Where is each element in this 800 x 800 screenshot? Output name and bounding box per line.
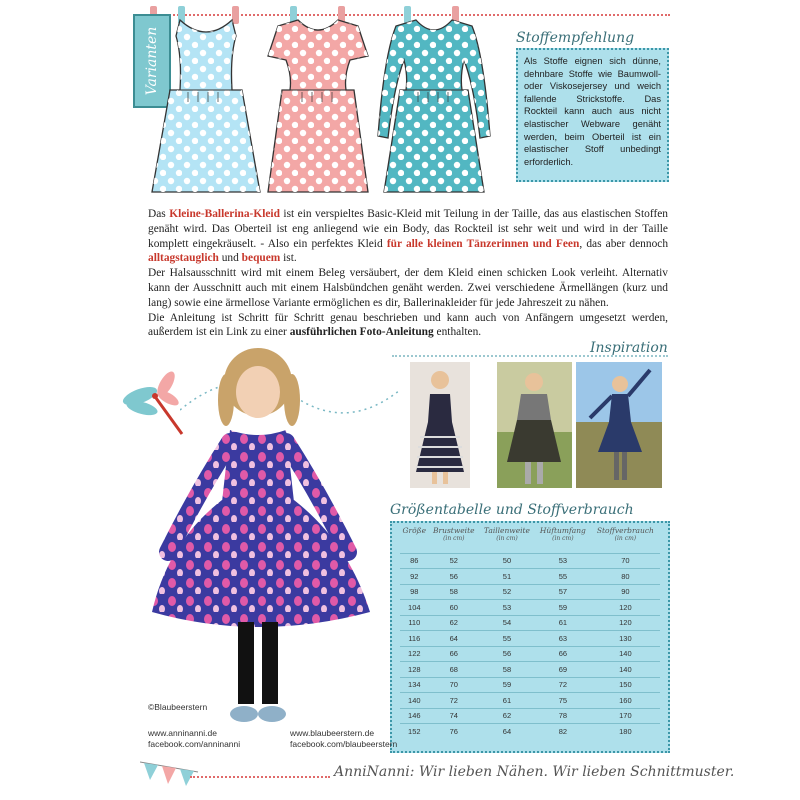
table-cell: 146 <box>400 708 429 724</box>
inspiration-photo-3 <box>576 362 662 488</box>
table-cell: 110 <box>400 615 429 631</box>
table-cell: 72 <box>429 693 479 709</box>
table-cell: 90 <box>591 584 660 600</box>
table-cell: 104 <box>400 600 429 616</box>
bold-text: ausführlichen Foto-Anleitung <box>289 326 434 339</box>
table-cell: 98 <box>400 584 429 600</box>
stoff-title: Stoffempfehlung <box>516 30 635 46</box>
left-credit <box>148 728 240 750</box>
table-cell: 55 <box>535 569 591 585</box>
dress-sleeveless-illustration <box>150 16 262 194</box>
table-cell: 59 <box>535 600 591 616</box>
text-span: Die Anleitung ist Schritt für Schritt genau beschrieben und kann auch von Anfängern umgesetzt werden, außerdem ist ein Link zu einer <box>148 311 668 339</box>
table-cell: 52 <box>429 553 479 569</box>
table-cell: 57 <box>535 584 591 600</box>
column-header <box>535 527 591 553</box>
table-row <box>400 708 660 724</box>
table-cell: 54 <box>479 615 535 631</box>
table-cell: 140 <box>591 662 660 678</box>
table-cell: 86 <box>400 553 429 569</box>
table-cell: 70 <box>429 677 479 693</box>
girl-photo <box>148 342 380 742</box>
footer-slogan: AnniNanni: Wir lieben Nähen. Wir lieben Schnittmuster. <box>334 764 735 780</box>
text-span: Das <box>148 208 170 220</box>
stoff-text: Als Stoffe eignen sich dünne, dehnbare Stoffe wie Baumwoll- oder Viskosejersey und weich fallende Strickstoffe. Das Rockteil kann auch aus nicht elastischer Webware genäht werden, beim Oberteil ist ein elastischer Stoff unbedingt erforderlich. <box>524 56 661 167</box>
table-cell: 72 <box>535 677 591 693</box>
product-name: Kleine-Ballerina-Kleid <box>169 208 280 220</box>
table-cell: 170 <box>591 708 660 724</box>
table-cell: 128 <box>400 662 429 678</box>
table-cell: 116 <box>400 631 429 647</box>
table-cell: 52 <box>479 584 535 600</box>
varianten-label: Varianten <box>144 26 160 96</box>
column-header-unit: (in cm) <box>614 535 637 542</box>
dress-short-sleeve-illustration <box>266 16 370 194</box>
column-header <box>400 527 429 553</box>
table-row <box>400 631 660 647</box>
description <box>148 207 668 340</box>
text-span: und <box>218 252 242 265</box>
table-cell: 61 <box>535 615 591 631</box>
blaubeerstern-web-link[interactable]: www.blaubeerstern.de <box>290 728 375 738</box>
column-header-unit: (in cm) <box>496 535 518 542</box>
table-cell: 76 <box>429 724 479 740</box>
column-header <box>591 527 660 553</box>
table-cell: 62 <box>429 615 479 631</box>
size-table-box <box>390 521 670 753</box>
table-row <box>400 662 660 678</box>
table-cell: 150 <box>591 677 660 693</box>
copyright-credit: ©Blaubeerstern <box>148 702 208 712</box>
table-cell: 59 <box>479 677 535 693</box>
highlight-text: bequem <box>241 252 281 265</box>
dress-long-sleeve-illustration <box>372 16 496 194</box>
table-row <box>400 677 660 693</box>
text-span: ist. <box>280 252 297 265</box>
table-row <box>400 584 660 600</box>
table-cell: 56 <box>429 569 479 585</box>
table-cell: 64 <box>479 724 535 740</box>
table-cell: 140 <box>591 646 660 662</box>
column-header <box>429 527 479 553</box>
table-cell: 75 <box>535 693 591 709</box>
column-header-unit: (in cm) <box>552 535 574 542</box>
table-row <box>400 693 660 709</box>
table-cell: 55 <box>479 631 535 647</box>
table-cell: 58 <box>429 584 479 600</box>
text-span: enthalten. <box>433 326 482 339</box>
table-cell: 64 <box>429 631 479 647</box>
table-header-row <box>400 527 660 553</box>
bunting-icon <box>140 758 200 790</box>
table-cell: 53 <box>535 553 591 569</box>
column-header-label: Stoffverbrauch <box>596 526 654 535</box>
table-cell: 74 <box>429 708 479 724</box>
table-row <box>400 553 660 569</box>
table-cell: 120 <box>591 615 660 631</box>
table-cell: 160 <box>591 693 660 709</box>
table-cell: 70 <box>591 553 660 569</box>
table-cell: 66 <box>535 646 591 662</box>
table-row <box>400 724 660 740</box>
table-cell: 58 <box>479 662 535 678</box>
text-span: ist ein verspieltes Basic-Kleid mit Teilung in der Taille, das aus elastischen Stoffen genäht wird. Das Oberteil ist eng anliegend wie ein Body, das Rockteil ist sehr weit und wird in der Taille komplett eingekräuselt. - Also ein perfektes Kleid <box>148 208 669 250</box>
footer-dotted-line <box>190 776 330 778</box>
table-cell: 78 <box>535 708 591 724</box>
column-header-label: Hüftumfang <box>539 526 586 535</box>
table-row <box>400 646 660 662</box>
table-cell: 63 <box>535 631 591 647</box>
size-table-title: Größentabelle und Stoffverbrauch <box>390 502 634 518</box>
inspiration-title: Inspiration <box>590 340 668 356</box>
table-cell: 60 <box>429 600 479 616</box>
highlight-text: alltagstauglich <box>148 252 219 265</box>
table-cell: 122 <box>400 646 429 662</box>
description-paragraph-1 <box>148 207 668 266</box>
table-row <box>400 569 660 585</box>
column-header-label: Taillenweite <box>483 526 530 535</box>
anninanni-web-link[interactable]: www.anninanni.de <box>148 728 217 738</box>
table-cell: 66 <box>429 646 479 662</box>
table-cell: 68 <box>429 662 479 678</box>
table-cell: 61 <box>479 693 535 709</box>
table-cell: 82 <box>535 724 591 740</box>
table-cell: 56 <box>479 646 535 662</box>
column-header-label: Größe <box>402 526 427 535</box>
table-cell: 53 <box>479 600 535 616</box>
table-cell: 134 <box>400 677 429 693</box>
stoff-box <box>516 48 669 182</box>
table-cell: 51 <box>479 569 535 585</box>
table-cell: 130 <box>591 631 660 647</box>
table-cell: 92 <box>400 569 429 585</box>
table-cell: 180 <box>591 724 660 740</box>
table-row <box>400 600 660 616</box>
anninanni-facebook-link[interactable]: facebook.com/anninanni <box>148 739 241 749</box>
inspiration-photo-2 <box>497 362 572 488</box>
description-paragraph-3 <box>148 311 668 341</box>
highlight-text: für alle kleinen Tänzerinnen und Feen <box>386 237 580 250</box>
table-cell: 62 <box>479 708 535 724</box>
table-cell: 69 <box>535 662 591 678</box>
description-paragraph-2: Der Halsausschnitt wird mit einem Beleg versäubert, der dem Kleid einen schicken Look verleiht. Alternativ kann der Ausschnitt auch mit einem Halsbündchen genäht werden. Zwei verschiedene Ärmellängen (kurz und lang) sowie eine ärmellose Variante ermöglichen es dir, Ballerinakleider für jede Jahreszeit zu nähen. <box>148 267 668 309</box>
column-header <box>479 527 535 553</box>
inspiration-photo-1 <box>410 362 470 488</box>
table-row <box>400 615 660 631</box>
right-credit <box>290 728 397 750</box>
text-span: , das aber dennoch <box>579 237 669 250</box>
table-cell: 152 <box>400 724 429 740</box>
table-cell: 120 <box>591 600 660 616</box>
column-header-label: Brustweite <box>433 526 475 535</box>
table-cell: 50 <box>479 553 535 569</box>
table-cell: 80 <box>591 569 660 585</box>
blaubeerstern-facebook-link[interactable]: facebook.com/blaubeerstern <box>290 739 398 749</box>
table-cell: 140 <box>400 693 429 709</box>
column-header-unit: (in cm) <box>443 535 465 542</box>
size-table <box>400 527 660 739</box>
